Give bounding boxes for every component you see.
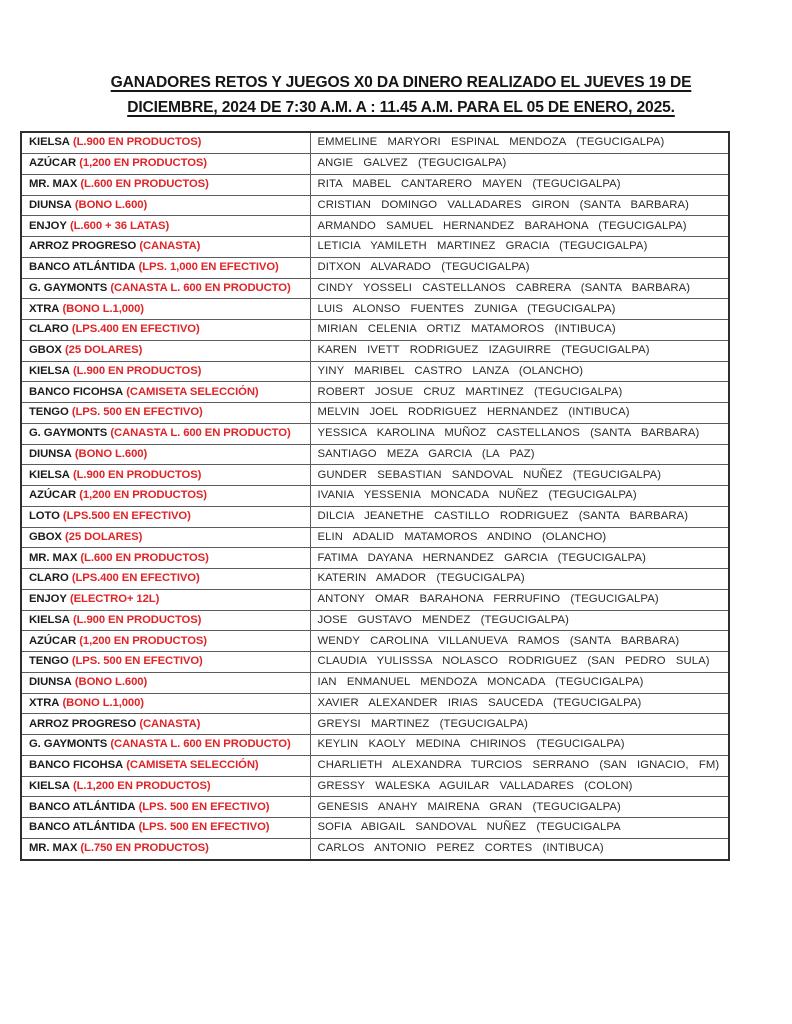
- table-row: [21, 257, 729, 278]
- winner-cell: [310, 589, 729, 610]
- page-title: [30, 70, 772, 120]
- prize-cell: [21, 382, 310, 403]
- brand-label: ARROZ PROGRESO: [29, 717, 137, 730]
- prize-label: (CANASTA): [139, 240, 201, 253]
- brand-label: CLARO: [29, 572, 69, 585]
- prize-label: (LPS. 500 EN EFECTIVO): [138, 800, 270, 813]
- winner-cell: [310, 465, 729, 486]
- prize-cell: [21, 132, 310, 154]
- prize-cell: [21, 818, 310, 839]
- brand-label: MR. MAX: [29, 551, 78, 564]
- brand-label: MR. MAX: [29, 178, 78, 191]
- brand-label: KIELSA: [29, 364, 70, 377]
- prize-label: (BONO L.1,000): [62, 302, 144, 315]
- prize-cell: [21, 299, 310, 320]
- winners-table-body: [21, 132, 729, 860]
- prize-cell: [21, 589, 310, 610]
- brand-label: BANCO ATLÁNTIDA: [29, 261, 136, 274]
- winner-cell: [310, 340, 729, 361]
- winner-cell: [310, 714, 729, 735]
- brand-label: KIELSA: [29, 136, 70, 149]
- table-row: [21, 714, 729, 735]
- winner-name: KATERIN AMADOR (TEGUCIGALPA): [317, 572, 525, 585]
- brand-label: DIUNSA: [29, 198, 72, 211]
- brand-label: XTRA: [29, 696, 60, 709]
- winner-cell: [310, 216, 729, 237]
- prize-cell: [21, 216, 310, 237]
- brand-label: DIUNSA: [29, 447, 72, 460]
- winner-name: CHARLIETH ALEXANDRA TURCIOS SERRANO (SAN IGNACIO, FM): [317, 759, 720, 772]
- table-row: [21, 818, 729, 839]
- winner-name: KAREN IVETT RODRIGUEZ IZAGUIRRE (TEGUCIGALPA): [317, 344, 650, 357]
- winner-name: MIRIAN CELENIA ORTIZ MATAMOROS (INTIBUCA): [317, 323, 616, 336]
- winner-cell: [310, 652, 729, 673]
- prize-cell: [21, 465, 310, 486]
- prize-label: (L.750 EN PRODUCTOS): [80, 842, 209, 855]
- winner-name: IVANIA YESSENIA MONCADA NUÑEZ (TEGUCIGALPA): [317, 489, 637, 502]
- prize-cell: [21, 631, 310, 652]
- prize-label: (CANASTA L. 600 EN PRODUCTO): [110, 427, 291, 440]
- winner-cell: [310, 693, 729, 714]
- table-row: [21, 631, 729, 652]
- prize-cell: [21, 423, 310, 444]
- winner-cell: [310, 548, 729, 569]
- winner-name: XAVIER ALEXANDER IRIAS SAUCEDA (TEGUCIGALPA): [317, 696, 642, 709]
- winner-name: CARLOS ANTONIO PEREZ CORTES (INTIBUCA): [317, 842, 604, 855]
- prize-label: (L.900 EN PRODUCTOS): [72, 136, 202, 149]
- brand-label: AZÚCAR: [29, 634, 77, 647]
- winner-cell: [310, 486, 729, 507]
- winner-cell: [310, 320, 729, 341]
- winner-name: GRESSY WALESKA AGUILAR VALLADARES (COLON): [317, 779, 633, 792]
- winner-name: ARMANDO SAMUEL HERNANDEZ BARAHONA (TEGUCIGALPA): [317, 219, 687, 232]
- prize-cell: [21, 195, 310, 216]
- prize-cell: [21, 652, 310, 673]
- prize-cell: [21, 340, 310, 361]
- prize-cell: [21, 527, 310, 548]
- winner-cell: [310, 237, 729, 258]
- winner-name: LUIS ALONSO FUENTES ZUNIGA (TEGUCIGALPA): [317, 302, 616, 315]
- brand-label: AZÚCAR: [29, 489, 77, 502]
- winner-cell: [310, 672, 729, 693]
- winner-name: YESSICA KAROLINA MUÑOZ CASTELLANOS (SANTA BARBARA): [317, 427, 700, 440]
- prize-label: (L.900 EN PRODUCTOS): [72, 613, 202, 626]
- table-row: [21, 838, 729, 860]
- prize-cell: [21, 174, 310, 195]
- table-row: [21, 320, 729, 341]
- prize-cell: [21, 693, 310, 714]
- prize-cell: [21, 714, 310, 735]
- prize-cell: [21, 506, 310, 527]
- prize-cell: [21, 320, 310, 341]
- prize-label: (ELECTRO+ 12L): [69, 593, 160, 606]
- winner-name: SANTIAGO MEZA GARCIA (LA PAZ): [317, 447, 535, 460]
- table-row: [21, 776, 729, 797]
- prize-cell: [21, 403, 310, 424]
- brand-label: AZÚCAR: [29, 157, 77, 170]
- table-row: [21, 361, 729, 382]
- prize-label: (LPS. 1,000 EN EFECTIVO): [138, 261, 279, 274]
- prize-label: (CANASTA): [139, 717, 201, 730]
- table-row: [21, 195, 729, 216]
- prize-cell: [21, 278, 310, 299]
- prize-cell: [21, 444, 310, 465]
- winner-cell: [310, 423, 729, 444]
- prize-label: (L.900 EN PRODUCTOS): [72, 468, 202, 481]
- brand-label: ENJOY: [29, 593, 67, 606]
- winner-name: CINDY YOSSELI CASTELLANOS CABRERA (SANTA BARBARA): [317, 281, 691, 294]
- table-row: [21, 299, 729, 320]
- title-line-1: GANADORES RETOS Y JUEGOS X0 DA DINERO REALIZADO EL JUEVES 19 DE: [110, 74, 692, 91]
- winner-name: ELIN ADALID MATAMOROS ANDINO (OLANCHO): [317, 530, 607, 543]
- prize-cell: [21, 755, 310, 776]
- winner-name: WENDY CAROLINA VILLANUEVA RAMOS (SANTA BARBARA): [317, 634, 680, 647]
- winner-cell: [310, 132, 729, 154]
- prize-cell: [21, 610, 310, 631]
- prize-label: (25 DOLARES): [65, 344, 143, 357]
- brand-label: LOTO: [29, 510, 60, 523]
- table-row: [21, 444, 729, 465]
- prize-label: (1,200 EN PRODUCTOS): [79, 489, 207, 502]
- winner-cell: [310, 610, 729, 631]
- table-row: [21, 340, 729, 361]
- winner-cell: [310, 361, 729, 382]
- prize-cell: [21, 548, 310, 569]
- title-line-2: DICIEMBRE, 2024 DE 7:30 A.M. A : 11.45 A.M. PARA EL 05 DE ENERO, 2025.: [127, 99, 675, 116]
- winner-name: YINY MARIBEL CASTRO LANZA (OLANCHO): [317, 364, 584, 377]
- winner-name: CRISTIAN DOMINGO VALLADARES GIRON (SANTA BARBARA): [317, 198, 690, 211]
- prize-label: (1,200 EN PRODUCTOS): [79, 157, 207, 170]
- winner-cell: [310, 195, 729, 216]
- prize-label: (L.1,200 EN PRODUCTOS): [72, 779, 211, 792]
- prize-label: (LPS.400 EN EFECTIVO): [71, 572, 200, 585]
- table-row: [21, 382, 729, 403]
- table-row: [21, 797, 729, 818]
- winner-name: KEYLIN KAOLY MEDINA CHIRINOS (TEGUCIGALPA): [317, 738, 625, 751]
- winner-cell: [310, 527, 729, 548]
- prize-label: (BONO L.600): [74, 447, 148, 460]
- prize-label: (BONO L.600): [74, 198, 148, 211]
- winner-cell: [310, 569, 729, 590]
- prize-label: (25 DOLARES): [65, 530, 143, 543]
- prize-cell: [21, 257, 310, 278]
- brand-label: ENJOY: [29, 219, 67, 232]
- winner-name: CLAUDIA YULISSSA NOLASCO RODRIGUEZ (SAN PEDRO SULA): [317, 655, 710, 668]
- prize-label: (BONO L.1,000): [62, 696, 144, 709]
- table-row: [21, 423, 729, 444]
- brand-label: ARROZ PROGRESO: [29, 240, 137, 253]
- prize-label: (L.600 + 36 LATAS): [69, 219, 170, 232]
- prize-label: (LPS. 500 EN EFECTIVO): [138, 821, 270, 834]
- winner-name: ANTONY OMAR BARAHONA FERRUFINO (TEGUCIGALPA): [317, 593, 659, 606]
- brand-label: MR. MAX: [29, 842, 78, 855]
- table-row: [21, 486, 729, 507]
- winner-cell: [310, 299, 729, 320]
- table-row: [21, 237, 729, 258]
- winner-name: DITXON ALVARADO (TEGUCIGALPA): [317, 261, 530, 274]
- brand-label: G. GAYMONTS: [29, 738, 108, 751]
- prize-cell: [21, 672, 310, 693]
- table-row: [21, 216, 729, 237]
- table-row: [21, 672, 729, 693]
- winner-cell: [310, 403, 729, 424]
- prize-cell: [21, 486, 310, 507]
- winner-name: EMMELINE MARYORI ESPINAL MENDOZA (TEGUCIGALPA): [317, 136, 665, 149]
- prize-label: (L.600 EN PRODUCTOS): [80, 178, 209, 191]
- table-row: [21, 465, 729, 486]
- brand-label: GBOX: [29, 530, 62, 543]
- prize-cell: [21, 154, 310, 175]
- winner-name: RITA MABEL CANTARERO MAYEN (TEGUCIGALPA): [317, 178, 621, 191]
- table-row: [21, 569, 729, 590]
- prize-label: (L.600 EN PRODUCTOS): [80, 551, 209, 564]
- brand-label: BANCO FICOHSA: [29, 385, 124, 398]
- prize-label: (CAMISETA SELECCIÓN): [126, 385, 259, 398]
- brand-label: BANCO ATLÁNTIDA: [29, 800, 136, 813]
- winner-cell: [310, 838, 729, 860]
- brand-label: KIELSA: [29, 613, 70, 626]
- prize-label: (1,200 EN PRODUCTOS): [79, 634, 207, 647]
- table-row: [21, 589, 729, 610]
- brand-label: CLARO: [29, 323, 69, 336]
- table-row: [21, 693, 729, 714]
- table-row: [21, 652, 729, 673]
- brand-label: G. GAYMONTS: [29, 427, 108, 440]
- prize-label: (L.900 EN PRODUCTOS): [72, 364, 202, 377]
- prize-label: (LPS. 500 EN EFECTIVO): [71, 406, 203, 419]
- prize-cell: [21, 838, 310, 860]
- winner-cell: [310, 506, 729, 527]
- winner-name: JOSE GUSTAVO MENDEZ (TEGUCIGALPA): [317, 613, 570, 626]
- prize-cell: [21, 361, 310, 382]
- winner-cell: [310, 382, 729, 403]
- brand-label: BANCO ATLÁNTIDA: [29, 821, 136, 834]
- winner-name: FATIMA DAYANA HERNANDEZ GARCIA (TEGUCIGALPA): [317, 551, 646, 564]
- prize-label: (CAMISETA SELECCIÓN): [126, 759, 259, 772]
- table-row: [21, 527, 729, 548]
- table-row: [21, 548, 729, 569]
- table-row: [21, 278, 729, 299]
- brand-label: KIELSA: [29, 779, 70, 792]
- winner-name: SOFIA ABIGAIL SANDOVAL NUÑEZ (TEGUCIGALPA: [317, 821, 621, 834]
- prize-label: (LPS. 500 EN EFECTIVO): [71, 655, 203, 668]
- winner-cell: [310, 278, 729, 299]
- winner-cell: [310, 818, 729, 839]
- winner-name: GREYSI MARTINEZ (TEGUCIGALPA): [317, 717, 528, 730]
- winner-name: ROBERT JOSUE CRUZ MARTINEZ (TEGUCIGALPA): [317, 385, 623, 398]
- brand-label: GBOX: [29, 344, 62, 357]
- prize-label: (CANASTA L. 600 EN PRODUCTO): [110, 281, 291, 294]
- prize-cell: [21, 237, 310, 258]
- winner-cell: [310, 755, 729, 776]
- winner-cell: [310, 735, 729, 756]
- table-row: [21, 174, 729, 195]
- prize-cell: [21, 735, 310, 756]
- winner-name: ANGIE GALVEZ (TEGUCIGALPA): [317, 157, 507, 170]
- winner-name: IAN ENMANUEL MENDOZA MONCADA (TEGUCIGALPA): [317, 676, 644, 689]
- brand-label: BANCO FICOHSA: [29, 759, 124, 772]
- prize-cell: [21, 797, 310, 818]
- winner-cell: [310, 631, 729, 652]
- table-row: [21, 735, 729, 756]
- winner-name: GUNDER SEBASTIAN SANDOVAL NUÑEZ (TEGUCIGALPA): [317, 468, 662, 481]
- brand-label: TENGO: [29, 655, 69, 668]
- winner-cell: [310, 444, 729, 465]
- brand-label: DIUNSA: [29, 676, 72, 689]
- table-row: [21, 506, 729, 527]
- prize-label: (LPS.500 EN EFECTIVO): [62, 510, 191, 523]
- winner-name: MELVIN JOEL RODRIGUEZ HERNANDEZ (INTIBUCA): [317, 406, 630, 419]
- table-row: [21, 154, 729, 175]
- winner-name: DILCIA JEANETHE CASTILLO RODRIGUEZ (SANTA BARBARA): [317, 510, 689, 523]
- winner-name: GENESIS ANAHY MAIRENA GRAN (TEGUCIGALPA): [317, 800, 621, 813]
- brand-label: XTRA: [29, 302, 60, 315]
- winner-cell: [310, 776, 729, 797]
- prize-cell: [21, 569, 310, 590]
- winner-cell: [310, 174, 729, 195]
- winner-cell: [310, 154, 729, 175]
- winner-cell: [310, 257, 729, 278]
- winners-table: [20, 131, 730, 861]
- prize-cell: [21, 776, 310, 797]
- prize-label: (LPS.400 EN EFECTIVO): [71, 323, 200, 336]
- brand-label: TENGO: [29, 406, 69, 419]
- prize-label: (CANASTA L. 600 EN PRODUCTO): [110, 738, 291, 751]
- prize-label: (BONO L.600): [74, 676, 148, 689]
- table-row: [21, 755, 729, 776]
- winner-name: LETICIA YAMILETH MARTINEZ GRACIA (TEGUCIGALPA): [317, 240, 648, 253]
- winner-cell: [310, 797, 729, 818]
- brand-label: G. GAYMONTS: [29, 281, 108, 294]
- table-row: [21, 610, 729, 631]
- brand-label: KIELSA: [29, 468, 70, 481]
- table-row: [21, 403, 729, 424]
- table-row: [21, 132, 729, 154]
